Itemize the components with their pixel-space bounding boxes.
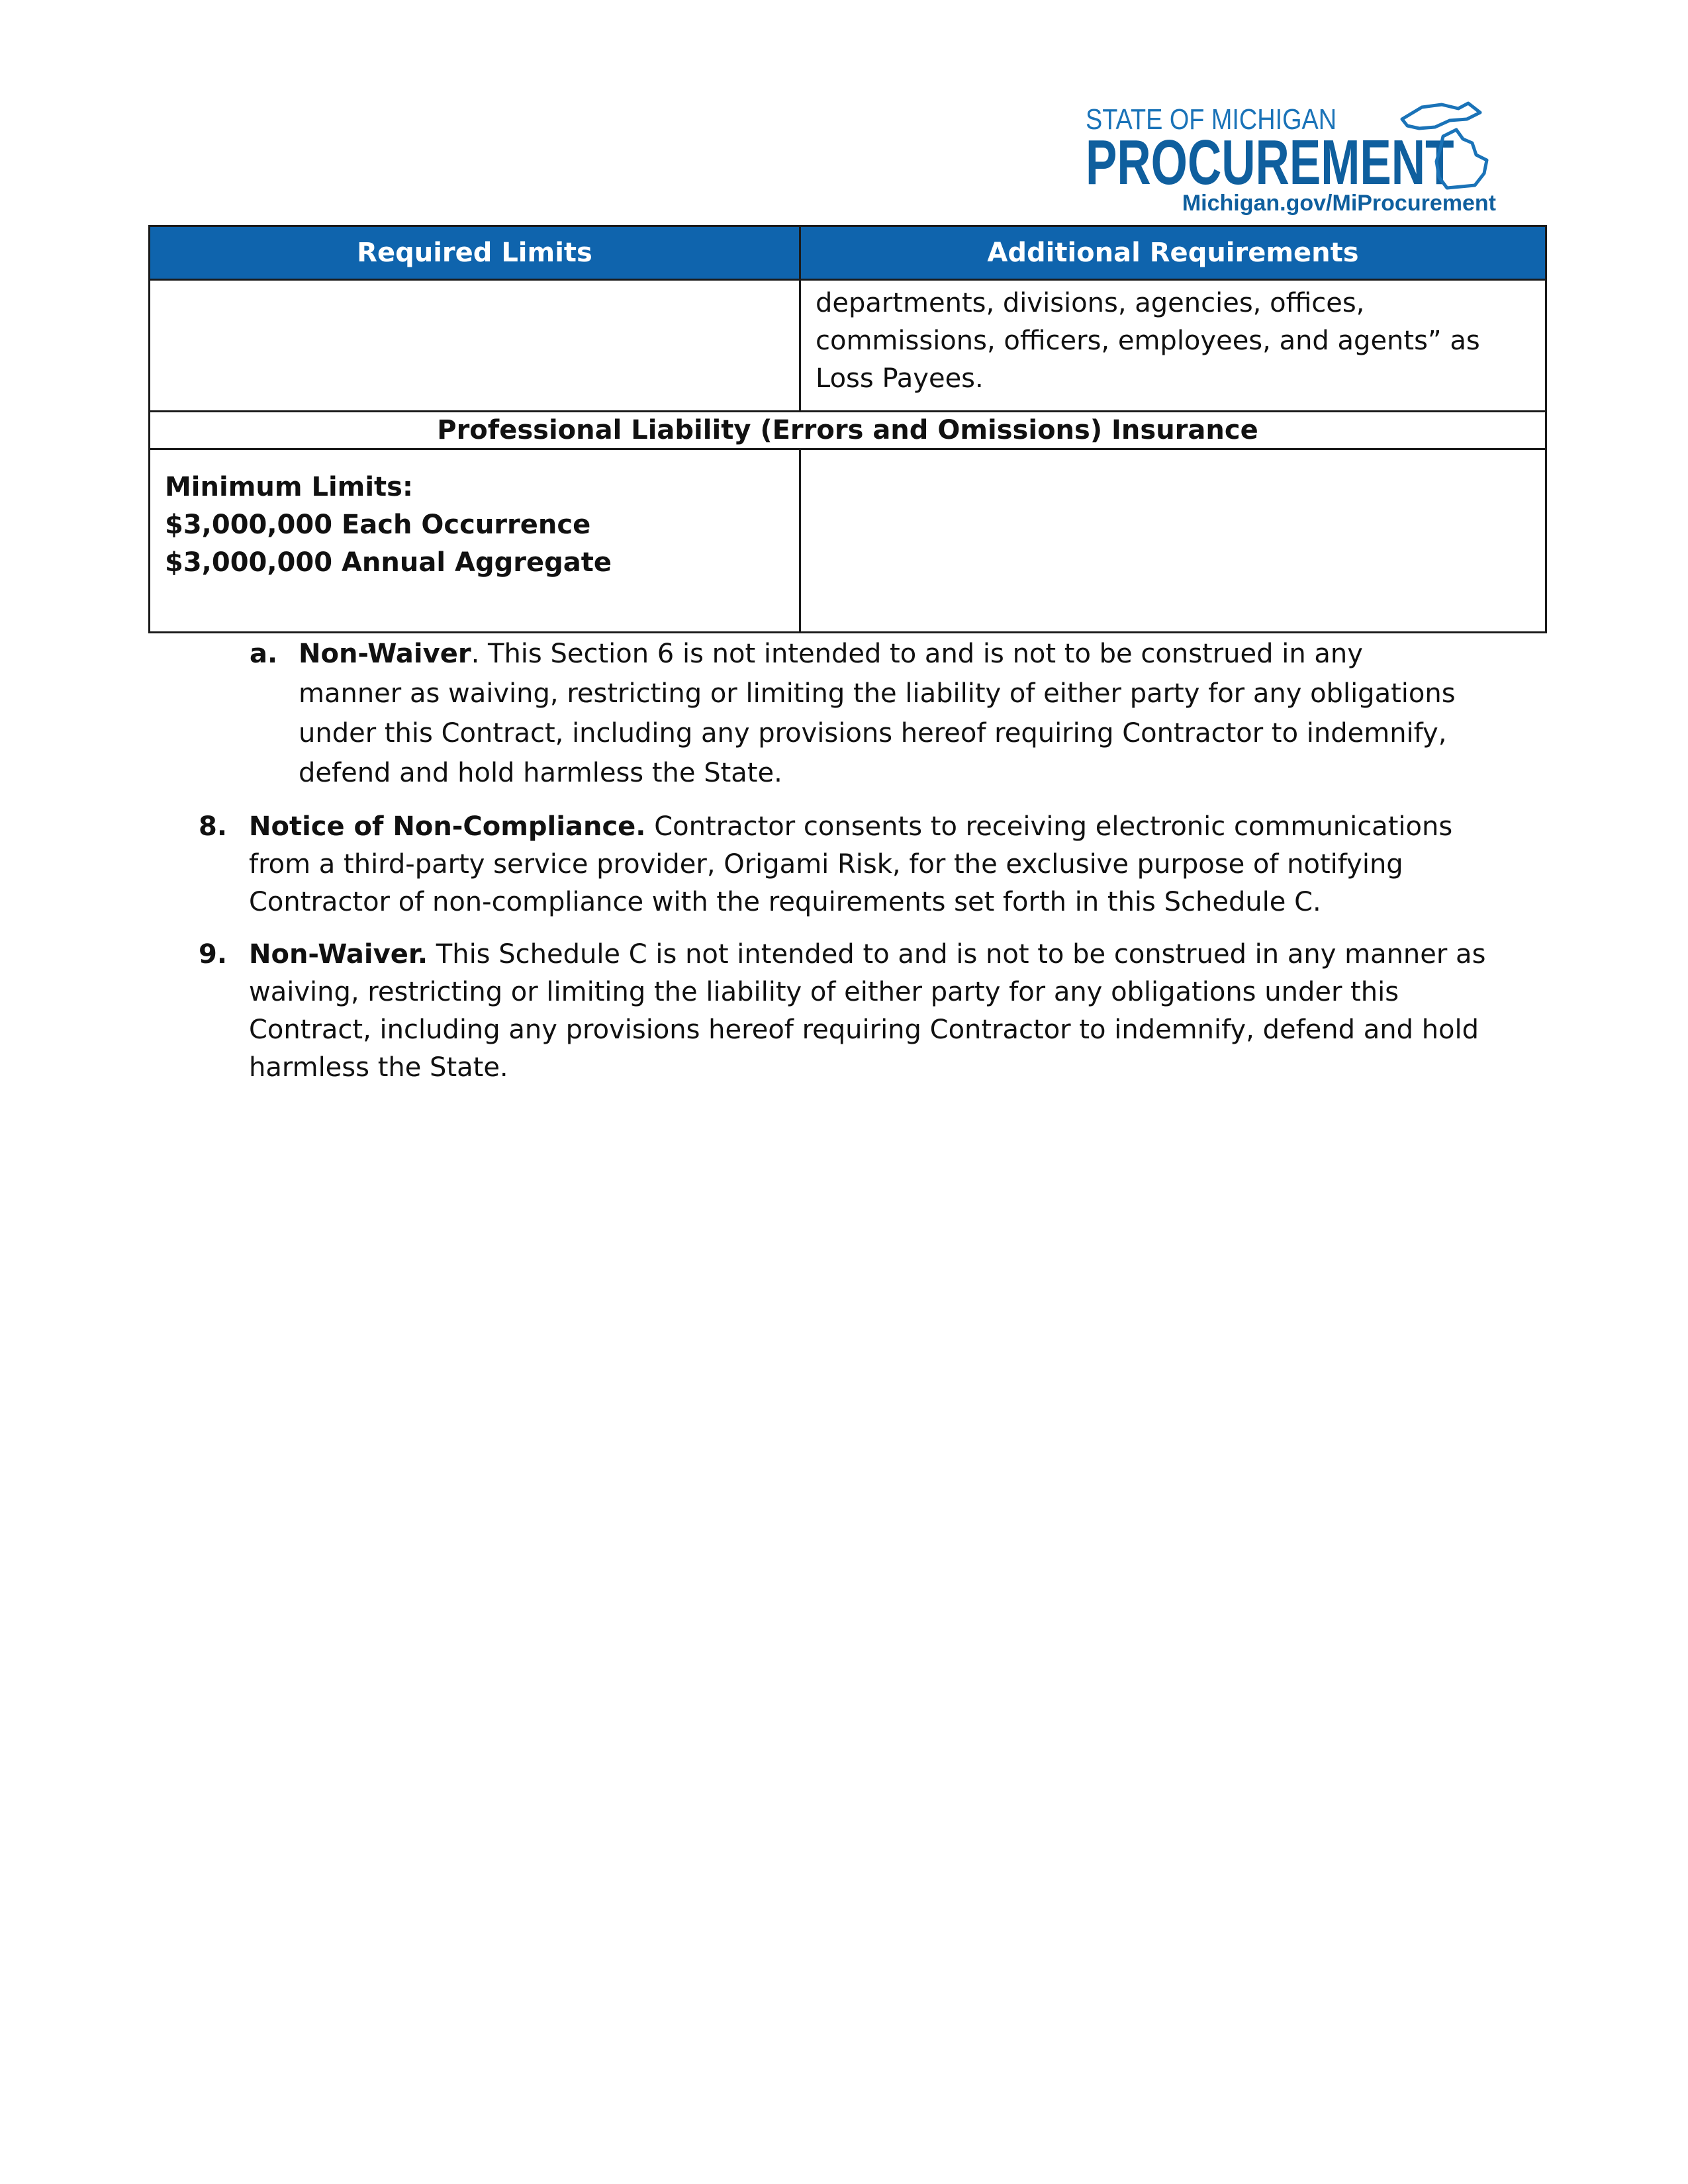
cell-additional-requirements (800, 449, 1546, 633)
logo-url[interactable]: Michigan.gov/MiProcurement (1182, 191, 1496, 216)
section-title-professional-liability: Professional Liability (Errors and Omissions) Insurance (150, 412, 1546, 449)
list-marker: a. (250, 639, 278, 669)
limit-each-occurrence: $3,000,000 Each Occurrence (165, 510, 591, 540)
paragraph-text (299, 634, 1470, 793)
paragraph-a-non-waiver (250, 634, 1470, 793)
header-additional-requirements: Additional Requirements (800, 226, 1546, 280)
table-header-row (150, 226, 1546, 280)
paragraph-9-non-waiver (199, 936, 1493, 1087)
paragraph-lead: Notice of Non-Compliance. (249, 811, 646, 842)
limits-label: Minimum Limits: (165, 472, 413, 502)
paragraph-text (249, 936, 1493, 1087)
list-marker: 9. (199, 939, 228, 970)
paragraph-body: This Schedule C is not intended to and is not to be construed in any manner as waiving, restricting or limiting the liability of either party for any obligations under this Contract, including any provisions hereof requiring Contractor to indemnify, defend and hold harmless the State. (249, 939, 1486, 1083)
header-required-limits: Required Limits (150, 226, 800, 280)
insurance-table (148, 225, 1547, 633)
paragraph-lead: Non-Waiver. (249, 939, 428, 970)
paragraph-body: Contractor consents to receiving electronic communications from a third-party service provider, Origami Risk, for the exclusive purpose of notifying Contractor of non-compliance with the requirements set forth in this Schedule C. (249, 811, 1453, 917)
paragraph-8-notice-of-non-compliance (199, 808, 1460, 921)
table-row (150, 280, 1546, 412)
paragraph-text (249, 808, 1460, 921)
table-section-row (150, 412, 1546, 449)
paragraph-lead: Non-Waiver (299, 639, 471, 669)
cell-additional-requirements: departments, divisions, agencies, offices, commissions, officers, employees, and agents” as Loss Payees. (800, 280, 1546, 412)
procurement-logo (1086, 99, 1496, 225)
logo-state-text: STATE OF MICHIGAN (1086, 103, 1337, 136)
table-row (150, 449, 1546, 633)
paragraph-body: . This Section 6 is not intended to and is not to be construed in any manner as waiving, restricting or limiting the liability of either party for any obligations under this Contract, including any provisions hereof requiring Contractor to indemnify, defend and hold harmless the State. (299, 639, 1456, 788)
logo-procurement-text: PROCUREMENT (1086, 127, 1454, 198)
list-marker: 8. (199, 811, 228, 842)
michigan-map-icon (1395, 99, 1495, 192)
cell-required-limits (150, 280, 800, 412)
cell-minimum-limits (150, 449, 800, 633)
limit-annual-aggregate: $3,000,000 Annual Aggregate (165, 547, 612, 578)
